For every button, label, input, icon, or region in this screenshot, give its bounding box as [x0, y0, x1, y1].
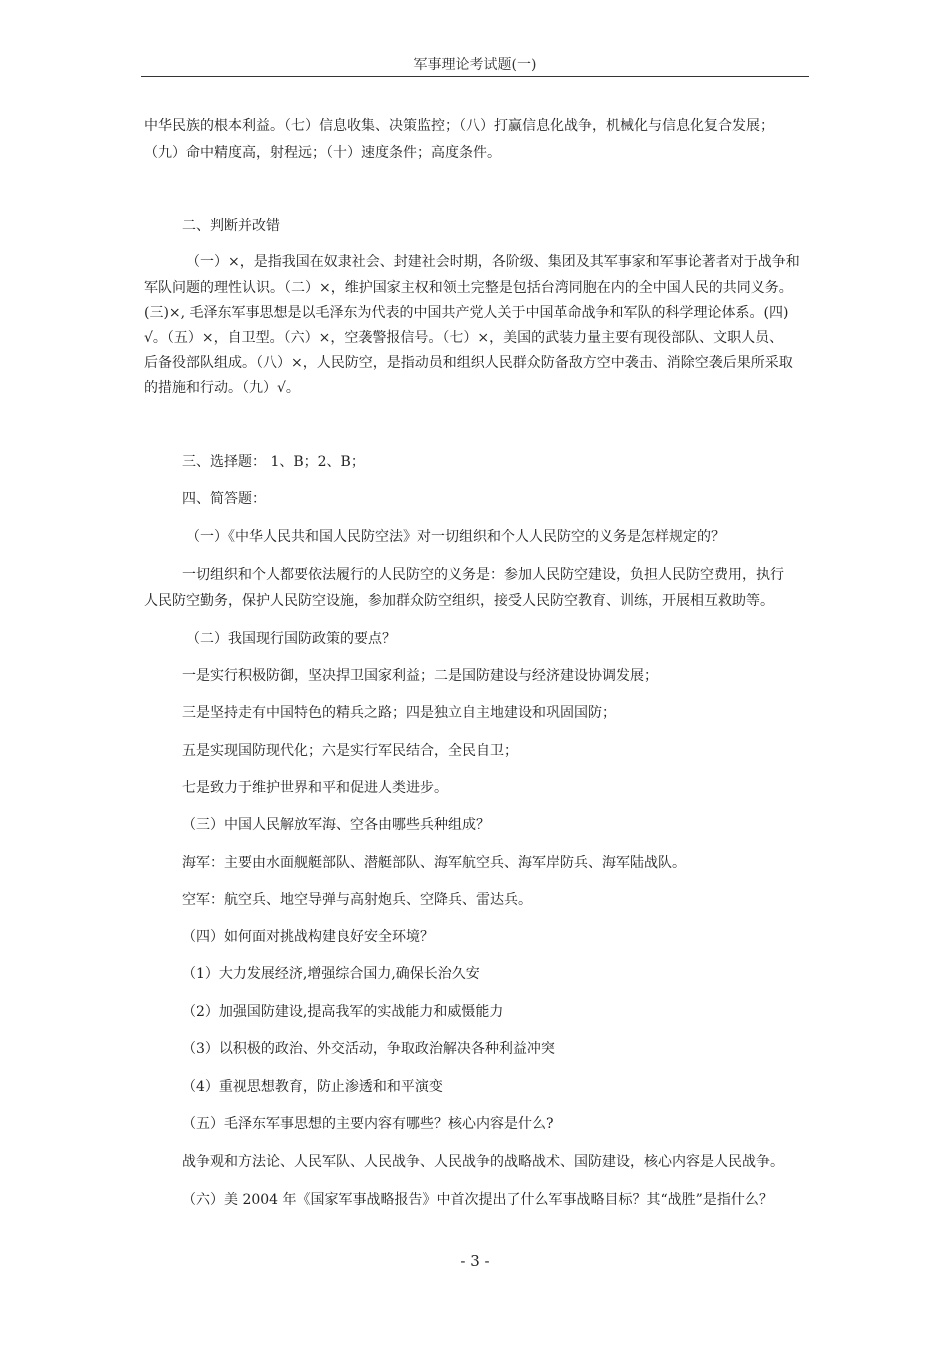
paragraph-line: 的措施和行动。（九）√。	[144, 380, 300, 396]
paragraph-line: 军队问题的理性认识。（二）×，维护国家主权和领土完整是包括台湾同胞在内的全中国人民的共同义务。	[144, 280, 793, 296]
question-3: （三）中国人民解放军海、空各由哪些兵种组成？	[182, 817, 490, 833]
answer-line: 一切组织和个人都要依法履行的人民防空的义务是：参加人民防空建设，负担人民防空费用，执行	[182, 567, 784, 583]
paragraph-line: （一）×，是指我国在奴隶社会、封建社会时期，各阶级、集团及其军事家和军事论著者对于战争和	[186, 254, 800, 270]
answer-line: 一是实行积极防御，坚决捍卫国家利益；二是国防建设与经济建设协调发展；	[182, 668, 658, 684]
question-4: （四）如何面对挑战构建良好安全环境？	[182, 929, 434, 945]
question-6: （六）美 2004 年《国家军事战略报告》中首次提出了什么军事战略目标？其“战胜”是指什么？	[182, 1192, 773, 1208]
question-2: （二）我国现行国防政策的要点？	[186, 631, 396, 647]
section-heading-3: 三、选择题： 1、B；2、B；	[182, 454, 365, 470]
answer-line: 海军：主要由水面舰艇部队、潜艇部队、海军航空兵、海军岸防兵、海军陆战队。	[182, 855, 686, 871]
question-1: （一）《中华人民共和国人民防空法》对一切组织和个人人民防空的义务是怎样规定的？	[186, 529, 725, 545]
answer-line: （4）重视思想教育，防止渗透和和平演变	[182, 1079, 443, 1095]
answer-line: 三是坚持走有中国特色的精兵之路；四是独立自主地建设和巩固国防；	[182, 705, 616, 721]
question-5: （五）毛泽东军事思想的主要内容有哪些？核心内容是什么?	[182, 1116, 554, 1132]
paragraph-line: 中华民族的根本利益。（七）信息收集、决策监控；（八）打赢信息化战争，机械化与信息化复合发展；	[144, 118, 774, 134]
answer-line: 五是实现国防现代化；六是实行军民结合，全民自卫；	[182, 743, 518, 759]
paragraph-line: （九）命中精度高，射程远；（十）速度条件；高度条件。	[144, 145, 501, 161]
section-heading-4: 四、简答题：	[182, 491, 266, 507]
answer-line: （3）以积极的政治、外交活动，争取政治解决各种利益冲突	[182, 1041, 555, 1057]
answer-line: （2）加强国防建设,提高我军的实战能力和威慑能力	[182, 1004, 504, 1020]
section-heading-2: 二、判断并改错	[182, 218, 280, 234]
answer-line: 战争观和方法论、人民军队、人民战争、人民战争的战略战术、国防建设，核心内容是人民战争。	[182, 1154, 784, 1170]
answer-line: 七是致力于维护世界和平和促进人类进步。	[182, 780, 448, 796]
answer-line: （1）大力发展经济,增强综合国力,确保长治久安	[182, 966, 480, 982]
answer-line: 空军：航空兵、地空导弹与高射炮兵、空降兵、雷达兵。	[182, 892, 532, 908]
page-number: - 3 -	[460, 1252, 490, 1270]
paragraph-line: √。（五）×，自卫型。（六）×，空袭警报信号。（七）×，美国的武装力量主要有现役部队、文职人员、	[144, 330, 784, 346]
answer-line: 人民防空勤务，保护人民防空设施，参加群众防空组织，接受人民防空教育、训练，开展相互救助等。	[144, 593, 774, 609]
page-header-title: 军事理论考试题(一)	[413, 57, 537, 73]
paragraph-line: (三)×, 毛泽东军事思想是以毛泽东为代表的中国共产党人关于中国革命战争和军队的科学理论体系。(四)	[144, 305, 789, 321]
paragraph-line: 后备役部队组成。（八）×，人民防空，是指动员和组织人民群众防备敌方空中袭击、消除空袭后果所采取	[144, 355, 793, 371]
header-divider	[141, 76, 809, 77]
